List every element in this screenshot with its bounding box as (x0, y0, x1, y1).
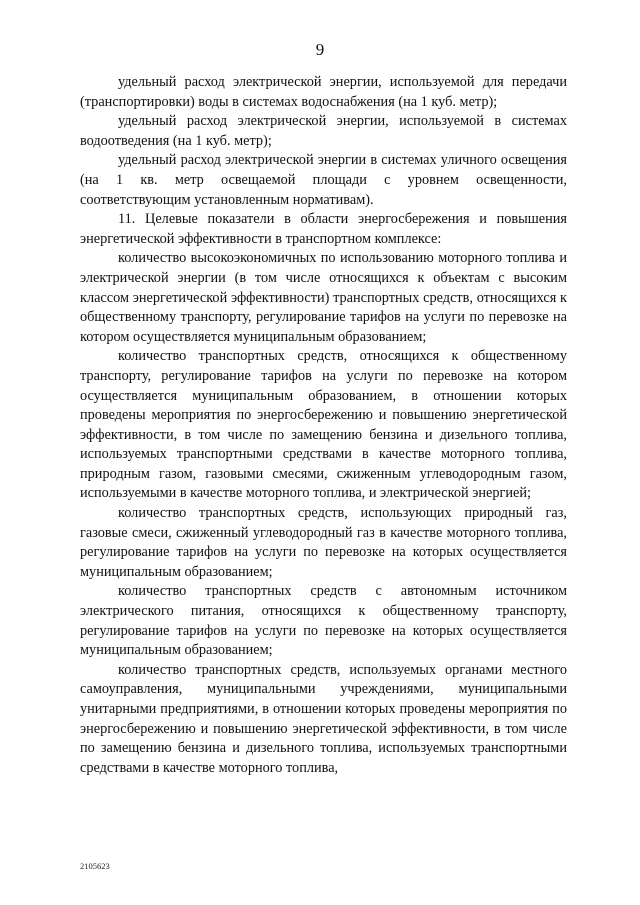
paragraph-electric-vehicles: количество транспортных средств с автономным источником электрического питания, относящихся к общественному транспорту, регулирование тарифов на услуги по перевозке на которых осуществляется муниципальным образованием; (80, 583, 567, 659)
paragraph-public-transport-measures: количество транспортных средств, относящихся к общественному транспорту, регулирование тарифов на услуги по перевозке на котором осуществляется муниципальным образованием, в отношении которых проведены мероприятия по энергосбережению и повышению энергетической эффективности, в том числе по замещению бензина и дизельного топлива, используемых транспортными средствами в качестве моторного топлива, природным газом, газовыми смесями, сжиженным углеводородным газом, используемыми в качестве моторного топлива, и электрической энергией; (80, 348, 567, 502)
paragraph-water-disposal: удельный расход электрической энергии, используемой в системах водоотведения (на 1 куб. метр); (80, 113, 567, 149)
paragraph-section-11-heading: 11. Целевые показатели в области энергосбережения и повышения энергетической эффективности в транспортном комплексе: (80, 211, 567, 247)
document-code: 2105623 (80, 861, 110, 871)
paragraph-street-lighting: удельный расход электрической энергии в системах уличного освещения (на 1 кв. метр освещаемой площади с уровнем освещенности, соответствующим установленным нормативам). (80, 152, 567, 208)
page-number: 9 (315, 40, 325, 59)
paragraph-municipal-vehicles: количество транспортных средств, используемых органами местного самоуправления, муниципальными учреждениями, муниципальными унитарными предприятиями, в отношении которых проведены мероприятия по энергосбережению и повышению энергетической эффективности, в том числе по замещению бензина и дизельного топлива, используемых транспортными средствами в качестве моторного топлива, (80, 661, 567, 776)
paragraph-water-supply: удельный расход электрической энергии, используемой для передачи (транспортировки) воды в системах водоснабжения (на 1 куб. метр); (80, 74, 567, 110)
document-body (80, 73, 567, 778)
paragraph-economical-vehicles: количество высокоэкономичных по использованию моторного топлива и электрической энергии (в том числе относящихся к объектам с высоким классом энергетической эффективности) транспортных средств, относящихся к общественному транспорту, регулирование тарифов на услуги по перевозке на котором осуществляется муниципальным образованием; (80, 250, 567, 345)
paragraph-gas-vehicles: количество транспортных средств, использующих природный газ, газовые смеси, сжиженный углеводородный газ в качестве моторного топлива, регулирование тарифов на услуги по перевозке на которых осуществляется муниципальным образованием; (80, 505, 567, 580)
